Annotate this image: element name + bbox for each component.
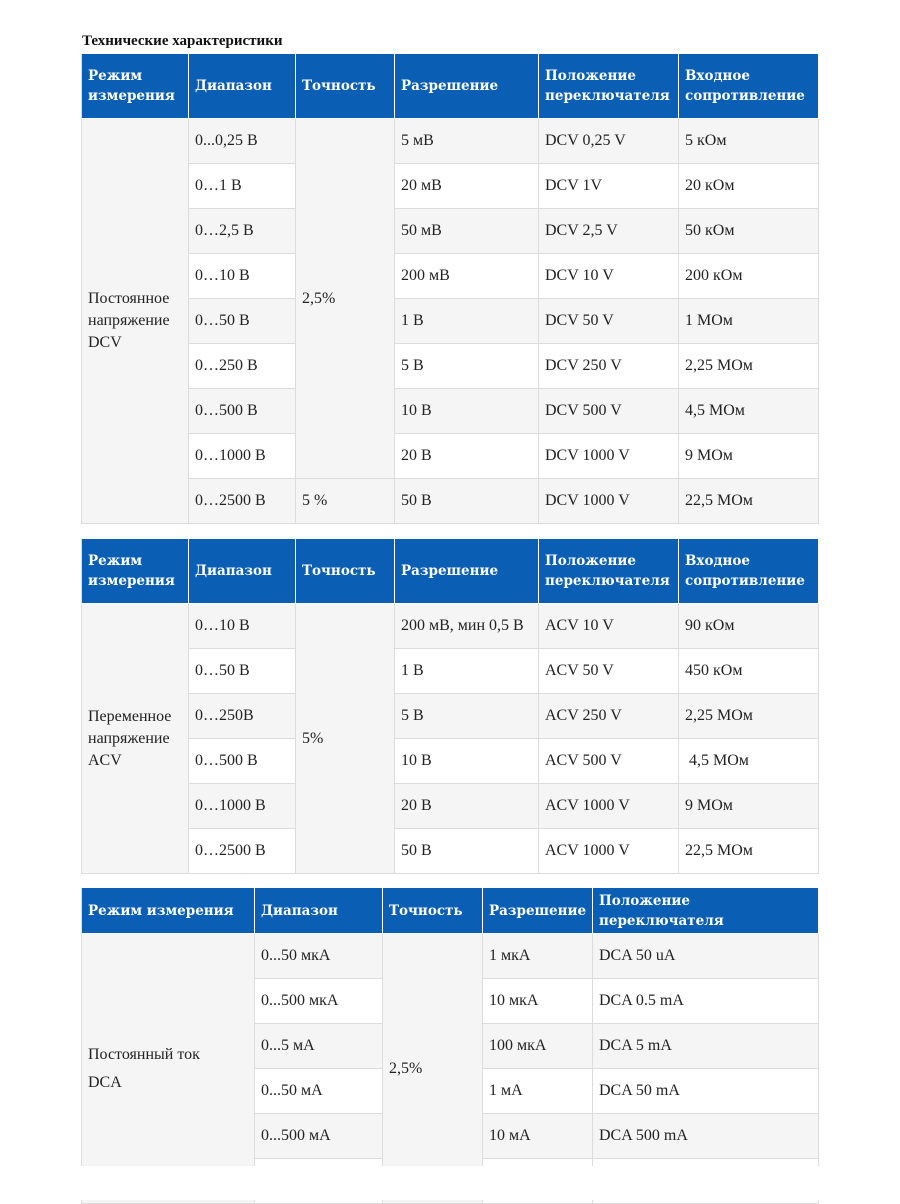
resolution-cell: 20 В [395,434,539,479]
table-row [82,604,819,649]
range-cell: 0…1 В [189,164,296,209]
acv-table [81,538,819,874]
mode-line: напряжение [88,312,170,329]
header-range: Диапазон [189,54,296,119]
range-cell: 0…10 В [189,604,296,649]
resolution-cell: 50 В [395,829,539,874]
table-row [82,254,819,299]
header-range: Диапазон [255,888,383,934]
table-row [82,299,819,344]
table-header-row [82,539,819,604]
resolution-cell: 50 В [395,479,539,524]
range-cell: 0…250 В [189,344,296,389]
range-cell: 0…1000 В [189,434,296,479]
table-row [82,164,819,209]
mode-line: DCV [88,334,122,351]
table-row [82,209,819,254]
dcv-table [81,53,819,524]
table-row [82,934,819,979]
mode-line: DCA [88,1073,122,1091]
header-mode: Режим измерения [82,888,255,934]
switch-cell: DCV 0,25 V [539,119,679,164]
range-cell: 0…250В [189,694,296,739]
range-cell: 0...0,25 В [189,119,296,164]
resolution-cell: 20 В [395,784,539,829]
header-resolution: Разрешение [483,888,593,934]
resolution-cell: 1 мА [483,1069,593,1114]
accuracy-cell: 5 % [296,479,395,524]
resolution-cell: 10 мкА [483,979,593,1024]
header-accuracy: Точность [296,54,395,119]
range-cell: 0…2500 В [189,829,296,874]
range-cell: 0...500 мкА [255,979,383,1024]
header-resolution: Разрешение [395,54,539,119]
table-row [82,739,819,784]
table-row [82,479,819,524]
mode-line: Переменное [88,707,172,725]
table-row [82,829,819,874]
impedance-cell: 200 кОм [679,254,819,299]
impedance-cell: 2,25 МОм [679,694,819,739]
switch-cell: DCA 50 mA [593,1069,819,1114]
header-accuracy: Точность [383,888,483,934]
page-title: Технические характеристики [82,33,283,49]
impedance-cell: 2,25 МОм [679,344,819,389]
switch-cell: DCA 5 mA [593,1024,819,1069]
header-switch-position: Положение переключателя [593,888,819,934]
header-mode: Режим измерения [82,539,189,604]
resolution-cell: 1 В [395,299,539,344]
accuracy-cell: 2,5% [383,934,483,1204]
resolution-cell: 20 мВ [395,164,539,209]
resolution-cell: 5 В [395,694,539,739]
resolution-cell: 5 мВ [395,119,539,164]
header-input-impedance: Входное сопротивление [679,539,819,604]
resolution-cell: 10 В [395,739,539,784]
switch-cell: DCA 0.5 mA [593,979,819,1024]
range-cell: 0…500 В [189,389,296,434]
impedance-cell: 20 кОм [679,164,819,209]
range-cell: 0...500 мА [255,1114,383,1159]
switch-cell: ACV 1000 V [539,829,679,874]
impedance-cell: 1 МОм [679,299,819,344]
impedance-cell: 9 МОм [679,434,819,479]
range-cell: 0…2,5 В [189,209,296,254]
table-row [82,434,819,479]
mode-line: Постоянный ток [88,1045,200,1063]
header-switch-position: Положение переключателя [539,539,679,604]
switch-cell: DCV 500 V [539,389,679,434]
impedance-cell: 50 кОм [679,209,819,254]
resolution-cell: 1 В [395,649,539,694]
switch-cell: DCV 2,5 V [539,209,679,254]
mode-cell [82,934,255,1204]
mode-cell [82,604,189,874]
range-cell: 0...50 мкА [255,934,383,979]
switch-cell: DCV 250 V [539,344,679,389]
switch-cell: DCV 50 V [539,299,679,344]
resolution-cell: 10 В [395,389,539,434]
resolution-cell: 1 мкА [483,934,593,979]
switch-cell: DCA 500 mA [593,1114,819,1159]
switch-cell: ACV 500 V [539,739,679,784]
impedance-cell: 4,5 МОм [679,739,819,784]
header-resolution: Разрешение [395,539,539,604]
switch-cell: ACV 50 V [539,649,679,694]
switch-cell: DCA 50 uA [593,934,819,979]
resolution-cell: 200 мВ, мин 0,5 В [395,604,539,649]
switch-cell: DCV 1000 V [539,434,679,479]
table-row [82,694,819,739]
table-row [82,784,819,829]
range-cell: 0…2500 В [189,479,296,524]
mode-cell [82,119,189,524]
table-row [82,649,819,694]
table-header-row [82,54,819,119]
range-cell: 0…500 В [189,739,296,784]
mode-line: Постоянное [88,290,170,307]
range-cell: 0…10 В [189,254,296,299]
dca-table [81,887,819,1204]
impedance-cell: 22,5 МОм [679,829,819,874]
impedance-cell: 22,5 МОм [679,479,819,524]
resolution-cell: 50 мВ [395,209,539,254]
resolution-cell: 10 мА [483,1114,593,1159]
switch-cell: DCV 1V [539,164,679,209]
header-input-impedance: Входное сопротивление [679,54,819,119]
table-row [82,344,819,389]
switch-cell: ACV 1000 V [539,784,679,829]
table-row [82,119,819,164]
header-accuracy: Точность [296,539,395,604]
impedance-cell: 90 кОм [679,604,819,649]
impedance-cell: 4,5 МОм [679,389,819,434]
range-cell: 0…1000 В [189,784,296,829]
range-cell: 0…50 В [189,649,296,694]
table-header-row [82,888,819,934]
range-cell: 0…50 В [189,299,296,344]
header-range: Диапазон [189,539,296,604]
impedance-cell: 450 кОм [679,649,819,694]
impedance-cell: 9 МОм [679,784,819,829]
impedance-cell: 5 кОм [679,119,819,164]
accuracy-cell: 5% [296,604,395,874]
resolution-cell: 100 мкА [483,1024,593,1069]
resolution-cell: 5 В [395,344,539,389]
resolution-cell: 200 мВ [395,254,539,299]
switch-cell: ACV 10 V [539,604,679,649]
range-cell: 0...5 мА [255,1024,383,1069]
table-row [82,389,819,434]
mode-line: напряжение [88,729,170,747]
page-cutoff [0,1166,900,1200]
accuracy-cell: 2,5% [296,119,395,479]
header-switch-position: Положение переключателя [539,54,679,119]
mode-line: ACV [88,751,122,769]
switch-cell: ACV 250 V [539,694,679,739]
range-cell: 0...50 мА [255,1069,383,1114]
switch-cell: DCV 10 V [539,254,679,299]
header-mode: Режим измерения [82,54,189,119]
switch-cell: DCV 1000 V [539,479,679,524]
